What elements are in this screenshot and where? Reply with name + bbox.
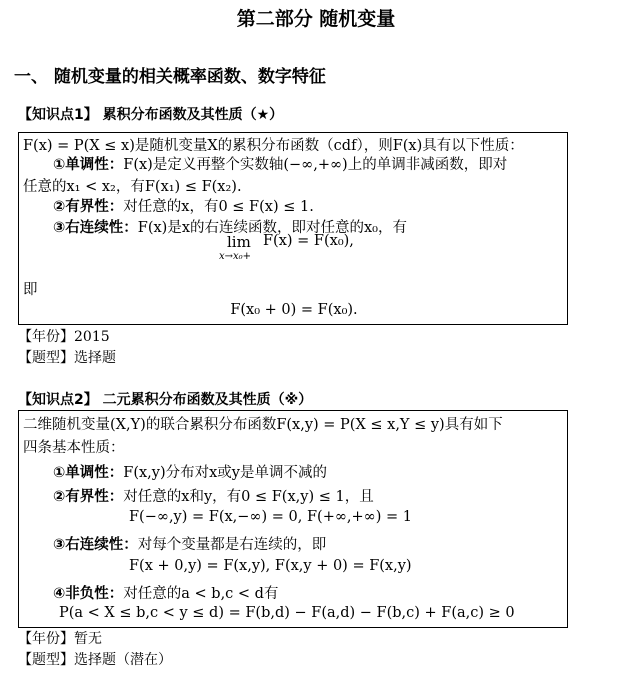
kp1-p3-label: ③右连续性： [53,220,138,236]
section-heading: 一、 随机变量的相关概率函数、数字特征 [14,67,326,87]
kp2-property-4 [53,582,278,603]
kp2-p2-text: 对任意的x和y，有0 ≤ F(x,y) ≤ 1，且 [123,489,374,505]
kp2-p1-label: ①单调性： [53,465,124,481]
kp2-year: 【年份】暂无 [18,631,102,647]
kp2-p4-text: 对任意的a < b,c < d有 [123,586,279,602]
kp1-ji: 即 [23,282,38,298]
kp2-heading: 【知识点2】 二元累积分布函数及其性质（※） [18,392,313,408]
kp1-type: 【题型】选择题 [18,350,116,366]
kp2-line1: 二维随机变量(X,Y)的联合累积分布函数F(x,y) = P(X ≤ x,Y ≤ y)具有如下 [23,417,503,433]
kp1-p2-label: ②有界性： [53,199,124,215]
kp2-line2: 四条基本性质： [23,440,125,456]
kp1-p1-cont: 任意的x₁ < x₂，有F(x₁) ≤ F(x₂). [23,179,242,195]
kp1-box [18,132,568,325]
kp1-heading: 【知识点1】 累积分布函数及其性质（★） [18,107,284,123]
kp2-property-1 [53,461,327,482]
kp1-p2-text: 对任意的x，有0 ≤ F(x) ≤ 1. [123,199,314,215]
kp2-type: 【题型】选择题（潜在） [18,652,172,668]
kp1-eq2: F(x₀ + 0) = F(x₀). [230,302,358,318]
page-title: 第二部分 随机变量 [236,8,396,30]
kp2-p4-label: ④非负性： [53,586,124,602]
kp1-property-2 [53,195,314,216]
kp2-eq-right: F(x + 0,y) = F(x,y), F(x,y + 0) = F(x,y) [129,558,412,574]
kp2-eq-nonneg: P(a < X ≤ b,c < y ≤ d) = F(b,d) − F(a,d) − F(b,c) + F(a,c) ≥ 0 [59,605,515,621]
lim-word: lim [227,233,251,251]
kp2-p3-label: ③右连续性： [53,537,138,553]
kp2-p1-text: F(x,y)分布对x或y是单调不减的 [123,465,328,481]
kp2-p2-label: ②有界性： [53,489,124,505]
kp2-p3-text: 对每个变量都是右连续的，即 [137,537,327,553]
kp2-property-2 [53,485,374,506]
kp1-p1-text: F(x)是定义再整个实数轴(−∞,+∞)上的单调非减函数，即对 [123,157,508,173]
lim-subscript: x→x₀+ [219,251,252,262]
kp1-property-1 [53,153,507,174]
kp1-p3-text: F(x)是x的右连续函数，即对任意的x₀，有 [137,220,407,236]
kp1-p1-label: ①单调性： [53,157,124,173]
kp2-eq-bound: F(−∞,y) = F(x,−∞) = 0, F(+∞,+∞) = 1 [129,509,413,525]
lim-expr: F(x) = F(x₀), [263,233,354,249]
kp1-line1: F(x) = P(X ≤ x)是随机变量X的累积分布函数（cdf），则F(x)具有以下性质： [23,138,524,154]
kp1-year: 【年份】2015 [18,329,110,345]
kp2-box [18,410,568,628]
kp2-property-3 [53,533,326,554]
